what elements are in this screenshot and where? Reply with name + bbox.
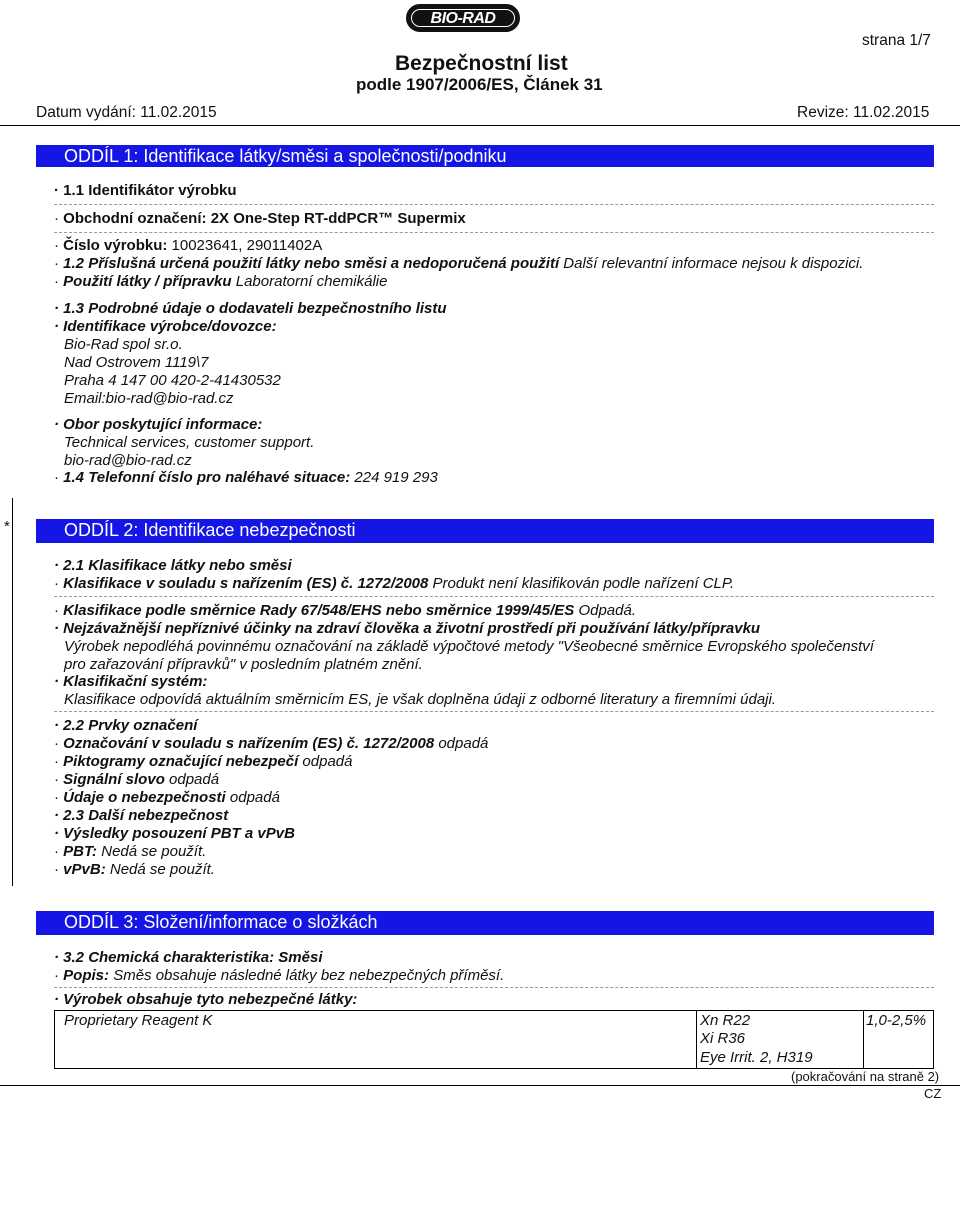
address-line-2: Nad Ostrovem 1119\7	[64, 354, 209, 371]
change-marker: *	[4, 518, 10, 535]
section-1-title: ODDÍL 1: Identifikace látky/směsi a společnosti/podniku	[64, 146, 507, 166]
info-email-link[interactable]: bio-rad@bio-rad.cz	[64, 452, 192, 469]
intended-use: · 1.2 Příslušná určená použití látky nebo směsi a nedoporučená použití Další relevantní informace nejsou k dispozici.	[54, 255, 864, 272]
classification-system-text: Klasifikace odpovídá aktuálním směrnicím ES, je však doplněna údaji z odborné literatury a firemními údaji.	[64, 691, 777, 708]
table-substance-name: Proprietary Reagent K	[64, 1012, 213, 1029]
section-1-header	[36, 145, 934, 167]
footer-divider	[0, 1085, 960, 1086]
directive-classification: · Klasifikace podle směrnice Rady 67/548/EHS nebo směrnice 1999/45/ES Odpadá.	[54, 602, 636, 619]
labelling-regulation: · Označování v souladu s nařízením (ES) č. 1272/2008 odpadá	[54, 735, 489, 752]
table-concentration: 1,0-2,5%	[866, 1012, 927, 1029]
table-classification-1: Xn R22	[700, 1012, 751, 1029]
section-2-title: ODDÍL 2: Identifikace nebezpečnosti	[64, 520, 356, 540]
issue-date: Datum vydání: 11.02.2015	[36, 104, 217, 121]
section-3-title: ODDÍL 3: Složení/informace o složkách	[64, 912, 378, 932]
pbt-line: · PBT: Nedá se použít.	[54, 843, 207, 860]
trade-name: · Obchodní označení: 2X One-Step RT-ddPCR™ Supermix	[54, 210, 466, 227]
divider	[54, 596, 934, 597]
table-classification-2: Xi R36	[700, 1030, 746, 1047]
header-divider	[0, 125, 960, 126]
s2-line-1: · 2.1 Klasifikace látky nebo směsi	[54, 557, 292, 574]
vpvb-line: · vPvB: Nedá se použít.	[54, 861, 215, 878]
info-dept-label: · Obor poskytující informace:	[54, 416, 263, 433]
product-number: · Číslo výrobku: 10023641, 29011402A	[54, 237, 323, 254]
description: · Popis: Směs obsahuje následné látky bez nebezpečných příměsí.	[54, 967, 505, 984]
bio-rad-logo	[406, 4, 520, 32]
hazard-statements: · Údaje o nebezpečnosti odpadá	[54, 789, 280, 806]
s1-line-1: · 1.1 Identifikátor výrobku	[54, 182, 237, 199]
manufacturer-label: · Identifikace výrobce/dovozce:	[54, 318, 277, 335]
adverse-effects-label: · Nejzávažnější nepříznivé účinky na zdraví člověka a životní prostředí při používání látky/přípravku	[54, 620, 761, 637]
divider	[54, 711, 934, 712]
section-2-header	[36, 519, 934, 543]
classification-system-label: · Klasifikační systém:	[54, 673, 208, 690]
address-line-1: Bio-Rad spol sr.o.	[64, 336, 183, 353]
address-line-3: Praha 4 147 00 420-2-41430532	[64, 372, 281, 389]
chemical-characterization: · 3.2 Chemická charakteristika: Směsi	[54, 949, 323, 966]
info-dept-line-1: Technical services, customer support.	[64, 434, 315, 451]
logo-text: BIO-RAD	[411, 9, 515, 27]
section-3-header	[36, 911, 934, 935]
hazardous-substances-label: · Výrobek obsahuje tyto nebezpečné látky:	[54, 991, 358, 1008]
document-title: Bezpečnostní list	[395, 52, 568, 75]
page-number: strana 1/7	[862, 32, 931, 49]
table-column-divider	[696, 1010, 697, 1069]
divider	[54, 232, 934, 233]
supplier-details: · 1.3 Podrobné údaje o dodavateli bezpečnostního listu	[54, 300, 447, 317]
pbt-vpvb-results: · Výsledky posouzení PBT a vPvB	[54, 825, 295, 842]
language-code: CZ	[924, 1086, 942, 1101]
document-subtitle: podle 1907/2006/ES, Článek 31	[356, 75, 603, 94]
signal-word: · Signální slovo odpadá	[54, 771, 220, 788]
table-column-divider	[863, 1010, 864, 1069]
change-bar	[12, 498, 13, 886]
divider	[54, 204, 934, 205]
emergency-phone: · 1.4 Telefonní číslo pro naléhavé situace: 224 919 293	[54, 469, 438, 486]
divider	[54, 987, 934, 988]
other-hazards: · 2.3 Další nebezpečnost	[54, 807, 229, 824]
continuation-note: (pokračování na straně 2)	[791, 1069, 940, 1084]
adverse-effects-text-1: Výrobek nepodléhá povinnému označování na základě výpočtové metody "Všeobecné směrnice Evropského společenství	[64, 638, 874, 655]
clp-classification: · Klasifikace v souladu s nařízením (ES) č. 1272/2008 Produkt není klasifikován podle nařízení CLP.	[54, 575, 735, 592]
revision-date: Revize: 11.02.2015	[797, 104, 930, 121]
adverse-effects-text-2: pro zařazování přípravků" v posledním platném znění.	[64, 656, 423, 673]
table-classification-3: Eye Irrit. 2, H319	[700, 1049, 813, 1066]
email-link[interactable]: Email:bio-rad@bio-rad.cz	[64, 390, 234, 407]
substance-use: · Použití látky / přípravku Laboratorní chemikálie	[54, 273, 388, 290]
hazard-pictograms: · Piktogramy označující nebezpečí odpadá	[54, 753, 353, 770]
label-elements: · 2.2 Prvky označení	[54, 717, 198, 734]
